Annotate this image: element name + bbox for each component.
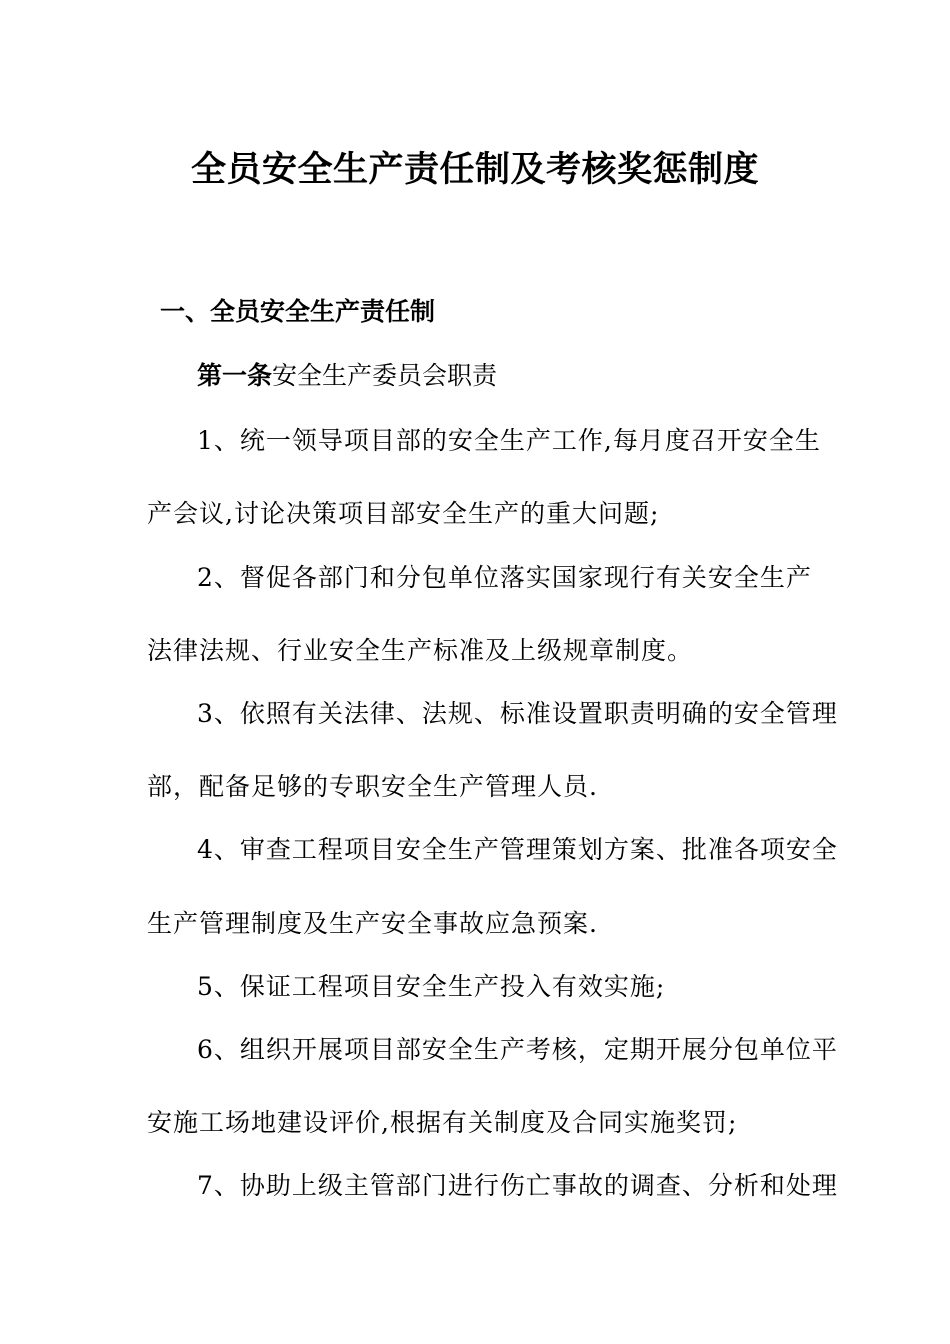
body-line-9: 5、保证工程项目安全生产投入有效实施; xyxy=(197,972,666,1001)
body-line-1: 1、统一领导项目部的安全生产工作,每月度召开安全生 xyxy=(197,426,821,455)
body-line-3: 2、督促各部门和分包单位落实国家现行有关安全生产 xyxy=(197,563,812,592)
body-line-5: 3、依照有关法律、法规、标准设置职责明确的安全管理 xyxy=(197,699,838,728)
document-title: 全员安全生产责任制及考核奖惩制度 xyxy=(190,150,759,190)
body-line-2: 产会议,讨论决策项目部安全生产的重大问题; xyxy=(147,499,660,528)
article-number: 第一条 xyxy=(197,361,273,390)
body-line-12: 7、协助上级主管部门进行伤亡事故的调查、分析和处理 xyxy=(197,1171,838,1200)
body-line-8: 生产管理制度及生产安全事故应急预案. xyxy=(147,909,598,938)
body-line-6: 部，配备足够的专职安全生产管理人员. xyxy=(147,772,598,801)
section-heading: 一、全员安全生产责任制 xyxy=(160,297,436,326)
body-line-11: 安施工场地建设评价,根据有关制度及合同实施奖罚; xyxy=(147,1108,738,1137)
article-heading xyxy=(197,356,497,396)
body-line-7: 4、审查工程项目安全生产管理策划方案、批准各项安全 xyxy=(197,835,838,864)
article-title: 安全生产委员会职责 xyxy=(272,361,498,390)
body-line-4: 法律法规、行业安全生产标准及上级规章制度。 xyxy=(147,636,694,665)
body-line-10: 6、组织开展项目部安全生产考核，定期开展分包单位平 xyxy=(197,1035,838,1064)
